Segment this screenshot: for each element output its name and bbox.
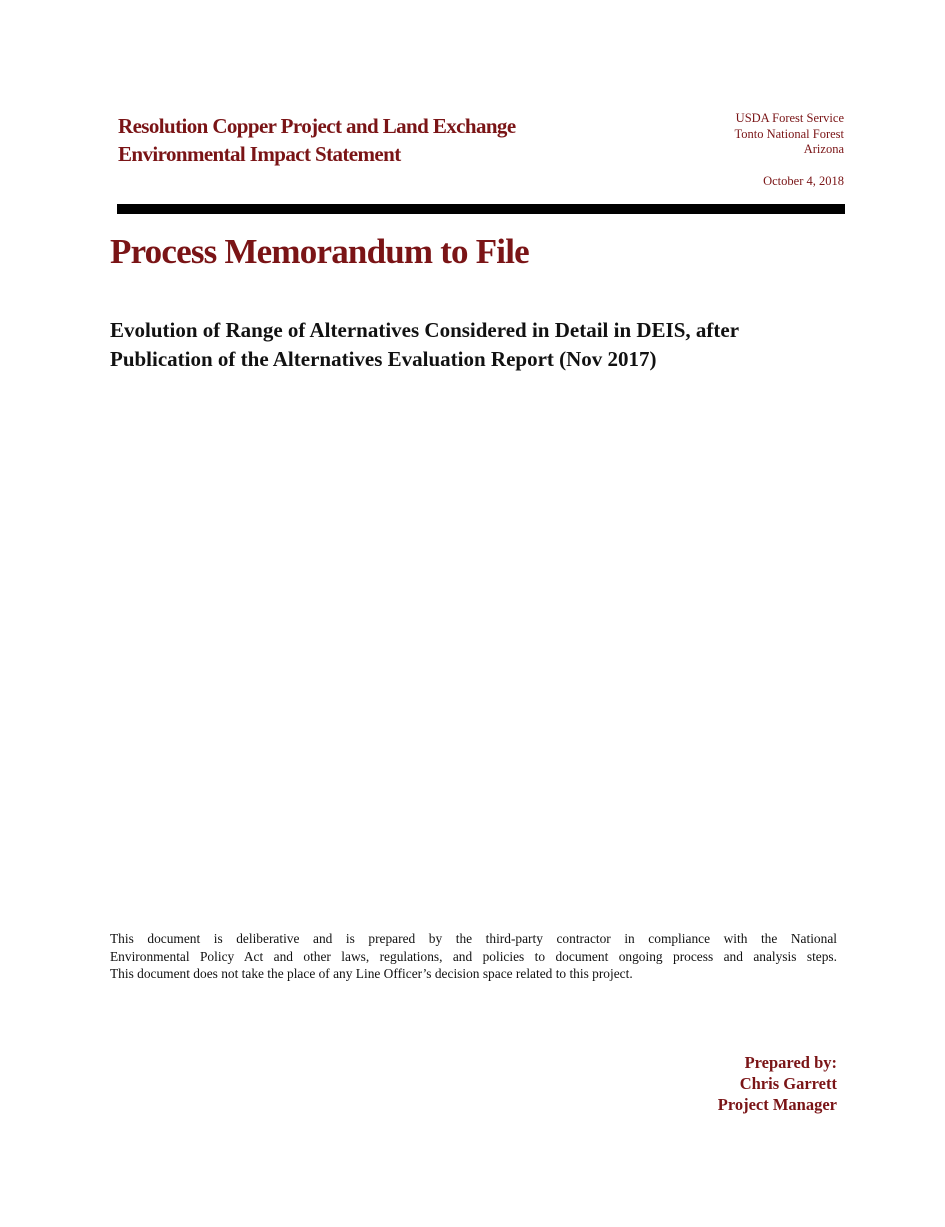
agency-name: USDA Forest Service (735, 111, 844, 125)
disclaimer-line-1: This document is deliberative and is prepared by the third-party contractor in compliance with the National (110, 931, 837, 946)
prepared-by-block (718, 1052, 837, 1115)
disclaimer (110, 930, 837, 983)
memo-title: Process Memorandum to File (110, 232, 529, 271)
project-title-line-1: Resolution Copper Project and Land Exchange (118, 114, 516, 138)
disclaimer-line-3: This document does not take the place of any Line Officer’s decision space related to this project. (110, 966, 633, 981)
prepared-by-label: Prepared by: (744, 1053, 837, 1072)
preparer-name: Chris Garrett (739, 1074, 837, 1093)
project-title (118, 112, 598, 168)
state-name: Arizona (803, 142, 844, 157)
disclaimer-line-2: Environmental Policy Act and other laws, regulations, and policies to document ongoing process and analysis steps. (110, 948, 837, 964)
memo-subject-line-2: Publication of the Alternatives Evaluation Report (Nov 2017) (110, 347, 657, 371)
document-date: October 4, 2018 (763, 174, 844, 188)
preparer-role: Project Manager (717, 1095, 837, 1114)
agency-block (734, 111, 844, 158)
memo-subject (110, 316, 850, 374)
header-divider (117, 204, 845, 214)
forest-name: Tonto National Forest (734, 126, 844, 141)
project-title-line-2: Environmental Impact Statement (118, 142, 401, 166)
memo-subject-line-1: Evolution of Range of Alternatives Considered in Detail in DEIS, after (110, 318, 740, 342)
